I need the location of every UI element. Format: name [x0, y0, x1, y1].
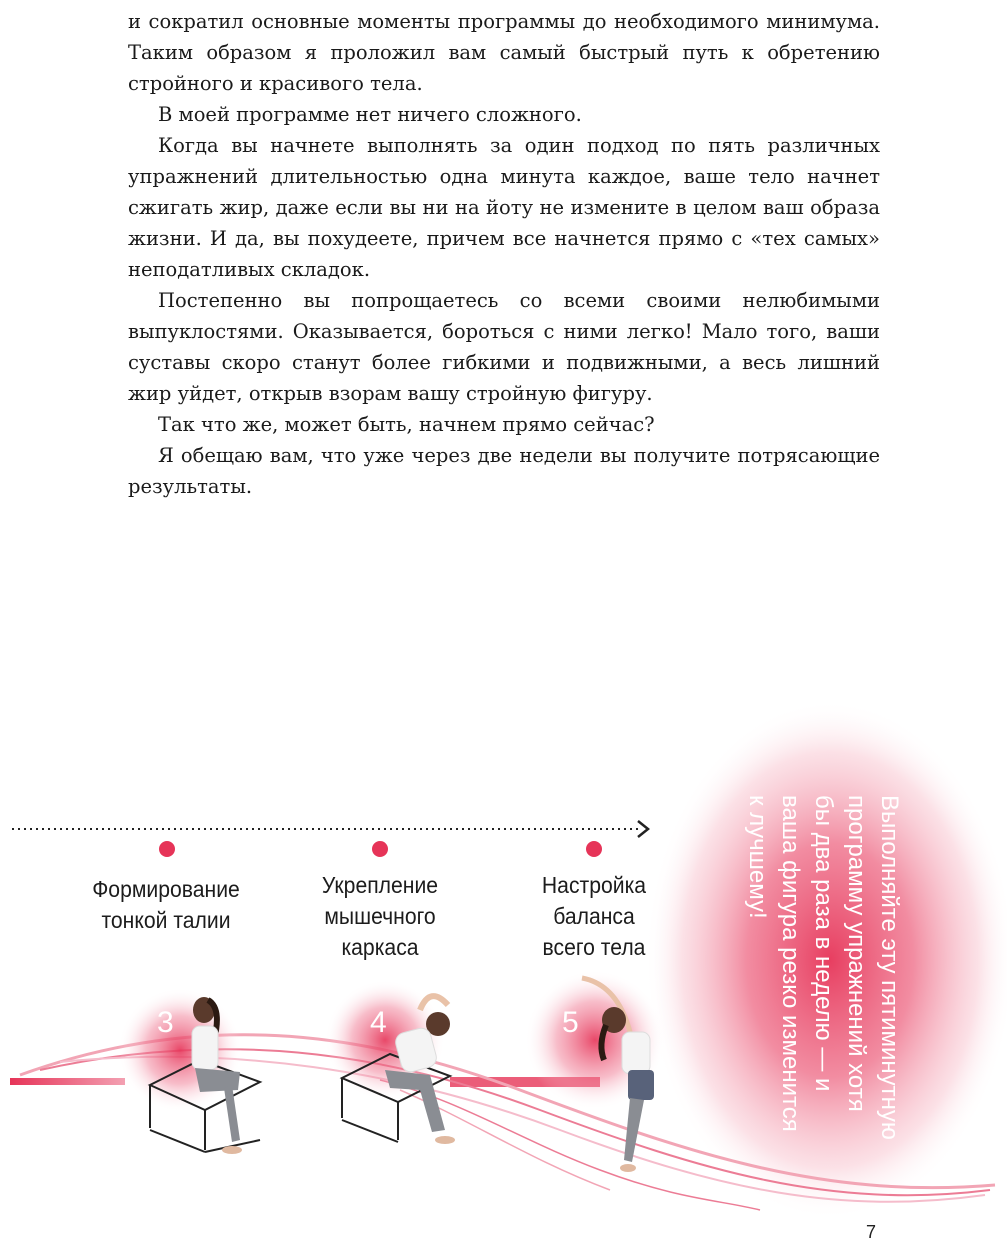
step-caption-waist: Формирование тонкой талии	[92, 876, 240, 933]
step-dot	[586, 841, 602, 857]
step-number: 4	[370, 1006, 387, 1039]
paragraph: В моей программе нет ничего сложного.	[158, 103, 582, 126]
glow-circle	[118, 988, 242, 1112]
step-number: 5	[562, 1006, 579, 1039]
side-note: Выполняйте эту пятиминутную программу упражнений хотя бы два раза в неделю — и ваша фигура резко изменится к лучшему!	[744, 795, 903, 1140]
step-dot	[372, 841, 388, 857]
step-dot	[159, 841, 175, 857]
step-number: 3	[157, 1006, 174, 1039]
wave-band	[10, 1078, 125, 1085]
step-caption-balance: Настройка баланса всего тела	[541, 872, 647, 960]
arrow-head-icon	[638, 821, 648, 837]
paragraph: и сократил основные моменты программы до необходимого минимума. Таким образом я проложил вам самый быстрый путь к обретению стройного и красивого тела.	[128, 10, 880, 95]
paragraph: Когда вы начнете выполнять за один подход по пять различных упражнений длительностью одна минута каждое, ваше тело начнет сжигать жир, даже если вы ни на йоту не измените в целом ваш образа жизни. И да, вы похудеете, причем все начнется прямо с «тех самых» неподатливых складок.	[128, 134, 880, 281]
paragraph: Так что же, может быть, начнем прямо сейчас?	[158, 413, 655, 436]
step-caption-core: Укрепление мышечного каркаса	[321, 872, 439, 960]
paragraph: Я обещаю вам, что уже через две недели вы получите потрясающие результаты.	[128, 444, 880, 498]
page-number: 7	[866, 1222, 877, 1242]
paragraph: Постепенно вы попрощаетесь со всеми своими нелюбимыми выпуклостями. Оказывается, бороться с ними легко! Мало того, ваши суставы скоро станут более гибкими и подвижными, а весь лишний жир уйдет, открыв взорам вашу стройную фигуру.	[128, 289, 880, 405]
